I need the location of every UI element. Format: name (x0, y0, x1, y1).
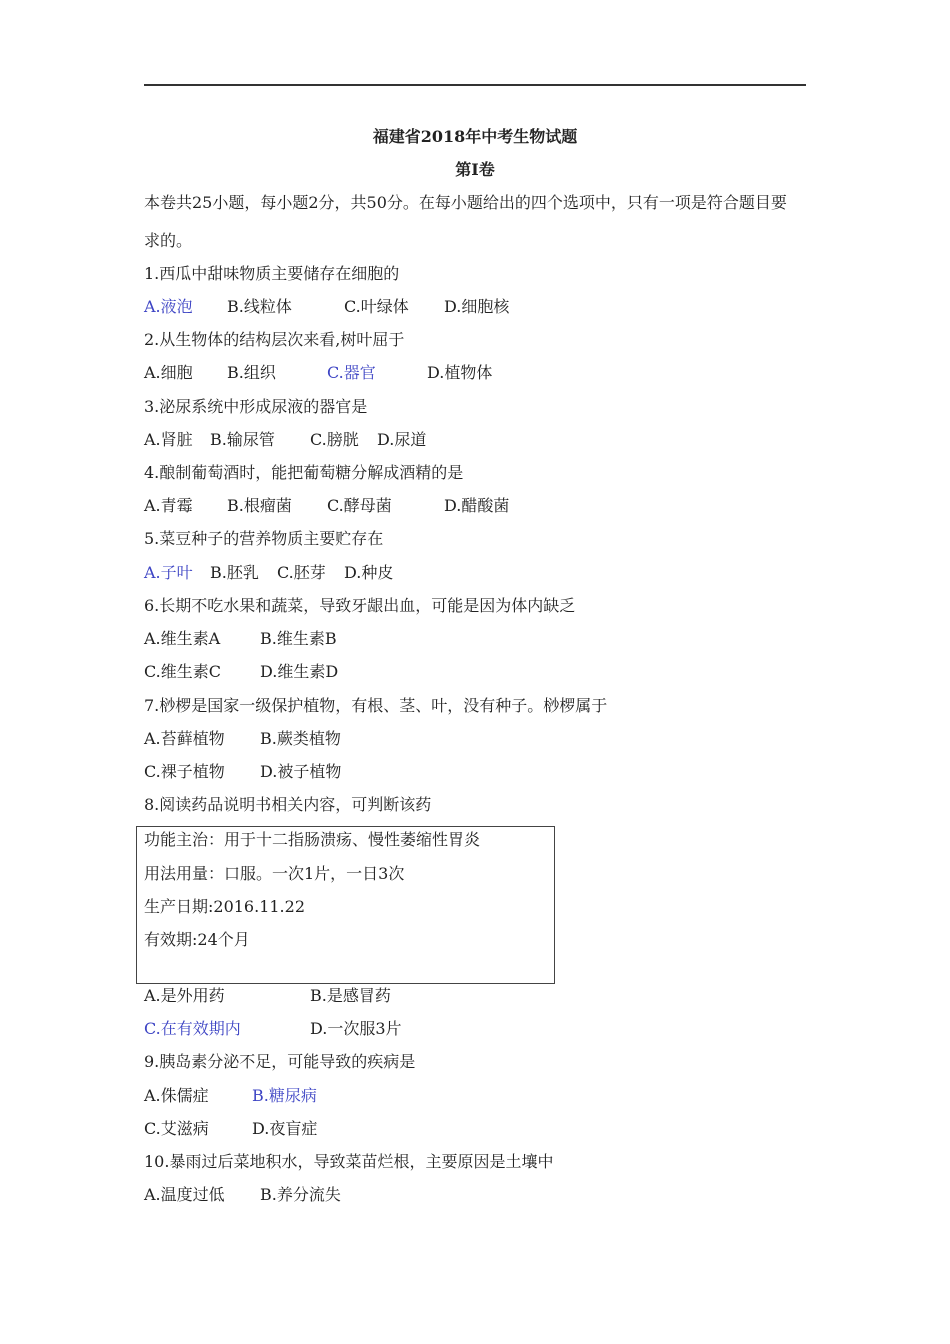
question-9-option-d: D.夜盲症 (252, 1119, 318, 1138)
question-6-stem: 6.长期不吃水果和蔬菜，导致牙龈出血，可能是因为体内缺乏 (144, 596, 576, 615)
question-7-option-c: C.裸子植物 (144, 762, 225, 781)
question-10-stem: 10.暴雨过后菜地积水，导致菜苗烂根，主要原因是土壤中 (144, 1152, 554, 1171)
question-2-option-c: C.器官 (327, 363, 376, 382)
question-8-stem: 8.阅读药品说明书相关内容，可判断该药 (144, 795, 432, 814)
question-8-option-c: C.在有效期内 (144, 1019, 241, 1038)
question-5-option-b: B.胚乳 (210, 563, 259, 582)
question-8-option-d: D.一次服3片 (310, 1019, 402, 1038)
question-7-option-a: A.苔藓植物 (144, 729, 225, 748)
drug-label-line: 功能主治：用于十二指肠溃疡、慢性萎缩性胃炎 (144, 830, 481, 849)
question-7-stem: 7.桫椤是国家一级保护植物，有根、茎、叶，没有种子。桫椤属于 (144, 696, 608, 715)
question-1-option-a: A.液泡 (144, 297, 193, 316)
question-8-option-b: B.是感冒药 (310, 986, 391, 1005)
question-4-option-b: B.根瘤菌 (227, 496, 292, 515)
page-title: 福建省2018年中考生物试题 (372, 127, 578, 146)
question-7-option-b: B.蕨类植物 (260, 729, 341, 748)
question-3-stem: 3.泌尿系统中形成尿液的器官是 (144, 397, 368, 416)
question-2-stem: 2.从生物体的结构层次来看,树叶屈于 (144, 330, 405, 349)
drug-label-line: 生产日期:2016.11.22 (144, 897, 306, 916)
intro-line-2: 求的。 (144, 231, 193, 250)
question-9-stem: 9.胰岛素分泌不足，可能导致的疾病是 (144, 1052, 416, 1071)
question-4-option-a: A.青霉 (144, 496, 193, 515)
question-6-option-a: A.维生素A (144, 629, 221, 648)
question-2-option-d: D.植物体 (427, 363, 493, 382)
drug-label-line: 有效期:24个月 (144, 930, 250, 949)
question-4-stem: 4.酿制葡萄酒时，能把葡萄糖分解成酒精的是 (144, 463, 464, 482)
question-3-option-b: B.输尿管 (210, 430, 275, 449)
question-2-option-b: B.组织 (227, 363, 276, 382)
drug-label-line: 用法用量：口服。一次1片，一日3次 (144, 864, 405, 883)
question-9-option-b: B.糖尿病 (252, 1086, 317, 1105)
question-6-option-c: C.维生素C (144, 662, 222, 681)
question-5-option-a: A.子叶 (144, 563, 193, 582)
question-1-option-b: B.线粒体 (227, 297, 292, 316)
question-5-option-d: D.种皮 (344, 563, 394, 582)
question-6-option-b: B.维生素B (260, 629, 337, 648)
question-1-option-c: C.叶绿体 (344, 297, 409, 316)
question-9-option-a: A.侏儒症 (144, 1086, 209, 1105)
question-3-option-a: A.肾脏 (144, 430, 193, 449)
question-7-option-d: D.被子植物 (260, 762, 342, 781)
question-6-option-d: D.维生素D (260, 662, 339, 681)
question-10-option-b: B.养分流失 (260, 1185, 341, 1204)
intro-line-1: 本卷共25小题，每小题2分，共50分。在每小题给出的四个选项中，只有一项是符合题目要 (144, 193, 787, 212)
question-3-option-c: C.膀胱 (310, 430, 359, 449)
question-3-option-d: D.尿道 (377, 430, 427, 449)
question-9-option-c: C.艾滋病 (144, 1119, 209, 1138)
question-2-option-a: A.细胞 (144, 363, 193, 382)
section-title: 第Ⅰ卷 (455, 160, 495, 179)
question-8-option-a: A.是外用药 (144, 986, 225, 1005)
question-4-option-c: C.酵母菌 (327, 496, 392, 515)
question-1-option-d: D.细胞核 (444, 297, 510, 316)
question-1-stem: 1.西瓜中甜味物质主要储存在细胞的 (144, 264, 400, 283)
question-5-stem: 5.菜豆种子的营养物质主要贮存在 (144, 529, 384, 548)
question-4-option-d: D.醋酸菌 (444, 496, 510, 515)
question-5-option-c: C.胚芽 (277, 563, 326, 582)
question-10-option-a: A.温度过低 (144, 1185, 225, 1204)
header-rule (144, 84, 806, 86)
